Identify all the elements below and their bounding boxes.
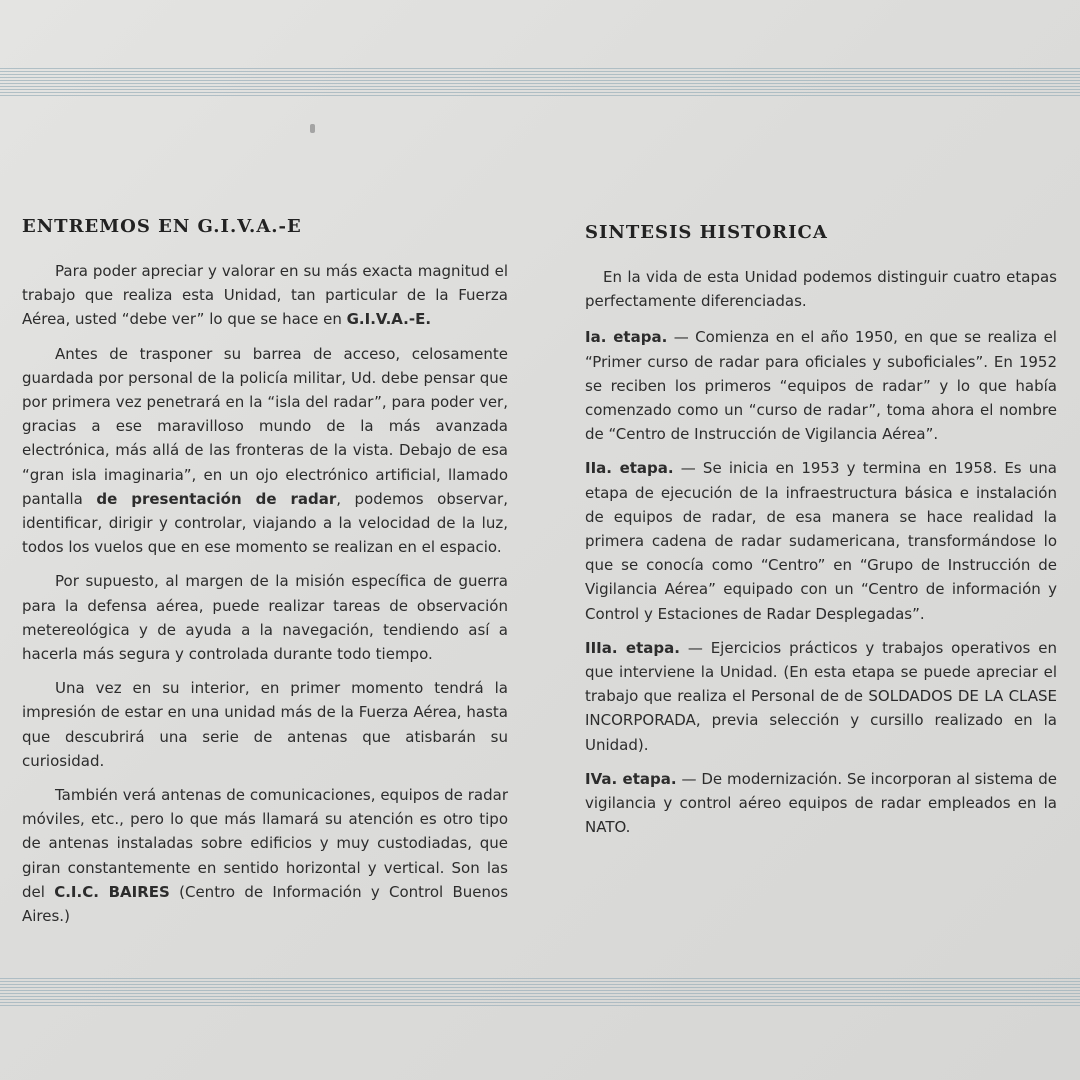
right-heading: SINTESIS HISTORICA [585,222,828,243]
stage-label: IIa. etapa. [585,459,674,478]
stage-text: — Comienza en el año 1950, en que se realiza el “Primer curso de radar para oficiales y suboficiales”. En 1952 se reciben los primeros “equipos de radar” y lo que había comenzado como un “curso de radar”, toma ahora el nombre de “Centro de Instrucción de Vigilancia Aérea”. [585,328,1057,444]
bottom-decorative-rule [0,978,1080,1008]
left-heading: ENTREMOS EN G.I.V.A.-E [22,216,302,237]
paper-speck [310,124,315,133]
stage-text: — Ejercicios prácticos y trabajos operativos en que interviene la Unidad. (En esta etapa se puede apreciar el trabajo que realiza el Personal de de SOLDADOS DE LA CLASE INCORPORADA, previa selección y cursillo realizado en la Unidad). [585,638,1057,754]
stage-2 [585,456,1057,625]
stage-text: — De modernización. Se incorporan al sistema de vigilancia y control aéreo equipos de radar empleados en la NATO. [585,769,1058,837]
stage-label: Ia. etapa. [585,328,668,347]
left-column [22,216,508,938]
stage-text: — Se inicia en 1953 y termina en 1958. Es una etapa de ejecución de la infraestructura básica e instalación de equipos de radar, de esa manera se hace realidad la primera cadena de radar sudamericana, transformándose lo que se conocía como “Centro” en “Grupo de Instrucción de Vigilancia Aérea” equipado con un “Centro de información y Control y Estaciones de Radar Desplegadas”. [585,459,1057,623]
stage-4 [585,767,1057,840]
history-intro: En la vida de esta Unidad podemos distinguir cuatro etapas perfectamente diferenciadas. [585,268,1057,311]
right-column [585,222,1057,849]
paragraph-5: También verá antenas de comunicaciones, equipos de radar móviles, etc., pero lo que más llamará su atención es otro tipo de antenas instaladas sobre edificios y muy custodiadas, que giran constantemente en sentido horizontal y vertical. Son las del C.I.C. BAIRES (Centro de Información y Control Buenos Aires.) [22,786,509,926]
top-decorative-rule [0,68,1080,98]
paragraph-3: Por supuesto, al margen de la misión específica de guerra para la defensa aérea, puede realizar tareas de observación metereológica y de ayuda a la navegación, tendiendo así a hacerla más segura y controlada durante todo tiempo. [22,572,508,664]
paragraph-4: Una vez en su interior, en primer momento tendrá la impresión de estar en una unidad más de la Fuerza Aérea, hasta que descubrirá una serie de antenas que atisbarán su curiosidad. [22,679,508,770]
stage-1 [585,325,1057,446]
stage-label: IIIa. etapa. [585,638,680,657]
paragraph-2: Antes de trasponer su barrea de acceso, celosamente guardada por personal de la policía militar, Ud. debe pensar que por primera vez penetrará en la “isla del radar”, para poder ver, gracias a ese maravilloso mundo de la más avanzada electrónica, más allá de las fronteras de la vista. Debajo de esa “gran isla imaginaria”, en un ojo electrónico artificial, llamado pantalla de presentación de radar, podemos observar, identificar, dirigir y controlar, viajando a la velocidad de la luz, todos los vuelos que en ese momento se realizan en el espacio. [22,344,508,557]
paragraph-1: Para poder apreciar y valorar en su más exacta magnitud el trabajo que realiza esta Unidad, tan particular de la Fuerza Aérea, usted “debe ver” lo que se hace en G.I.V.A.-E. [22,262,508,329]
stage-label: IVa. etapa. [585,769,677,788]
stage-3 [585,636,1057,757]
